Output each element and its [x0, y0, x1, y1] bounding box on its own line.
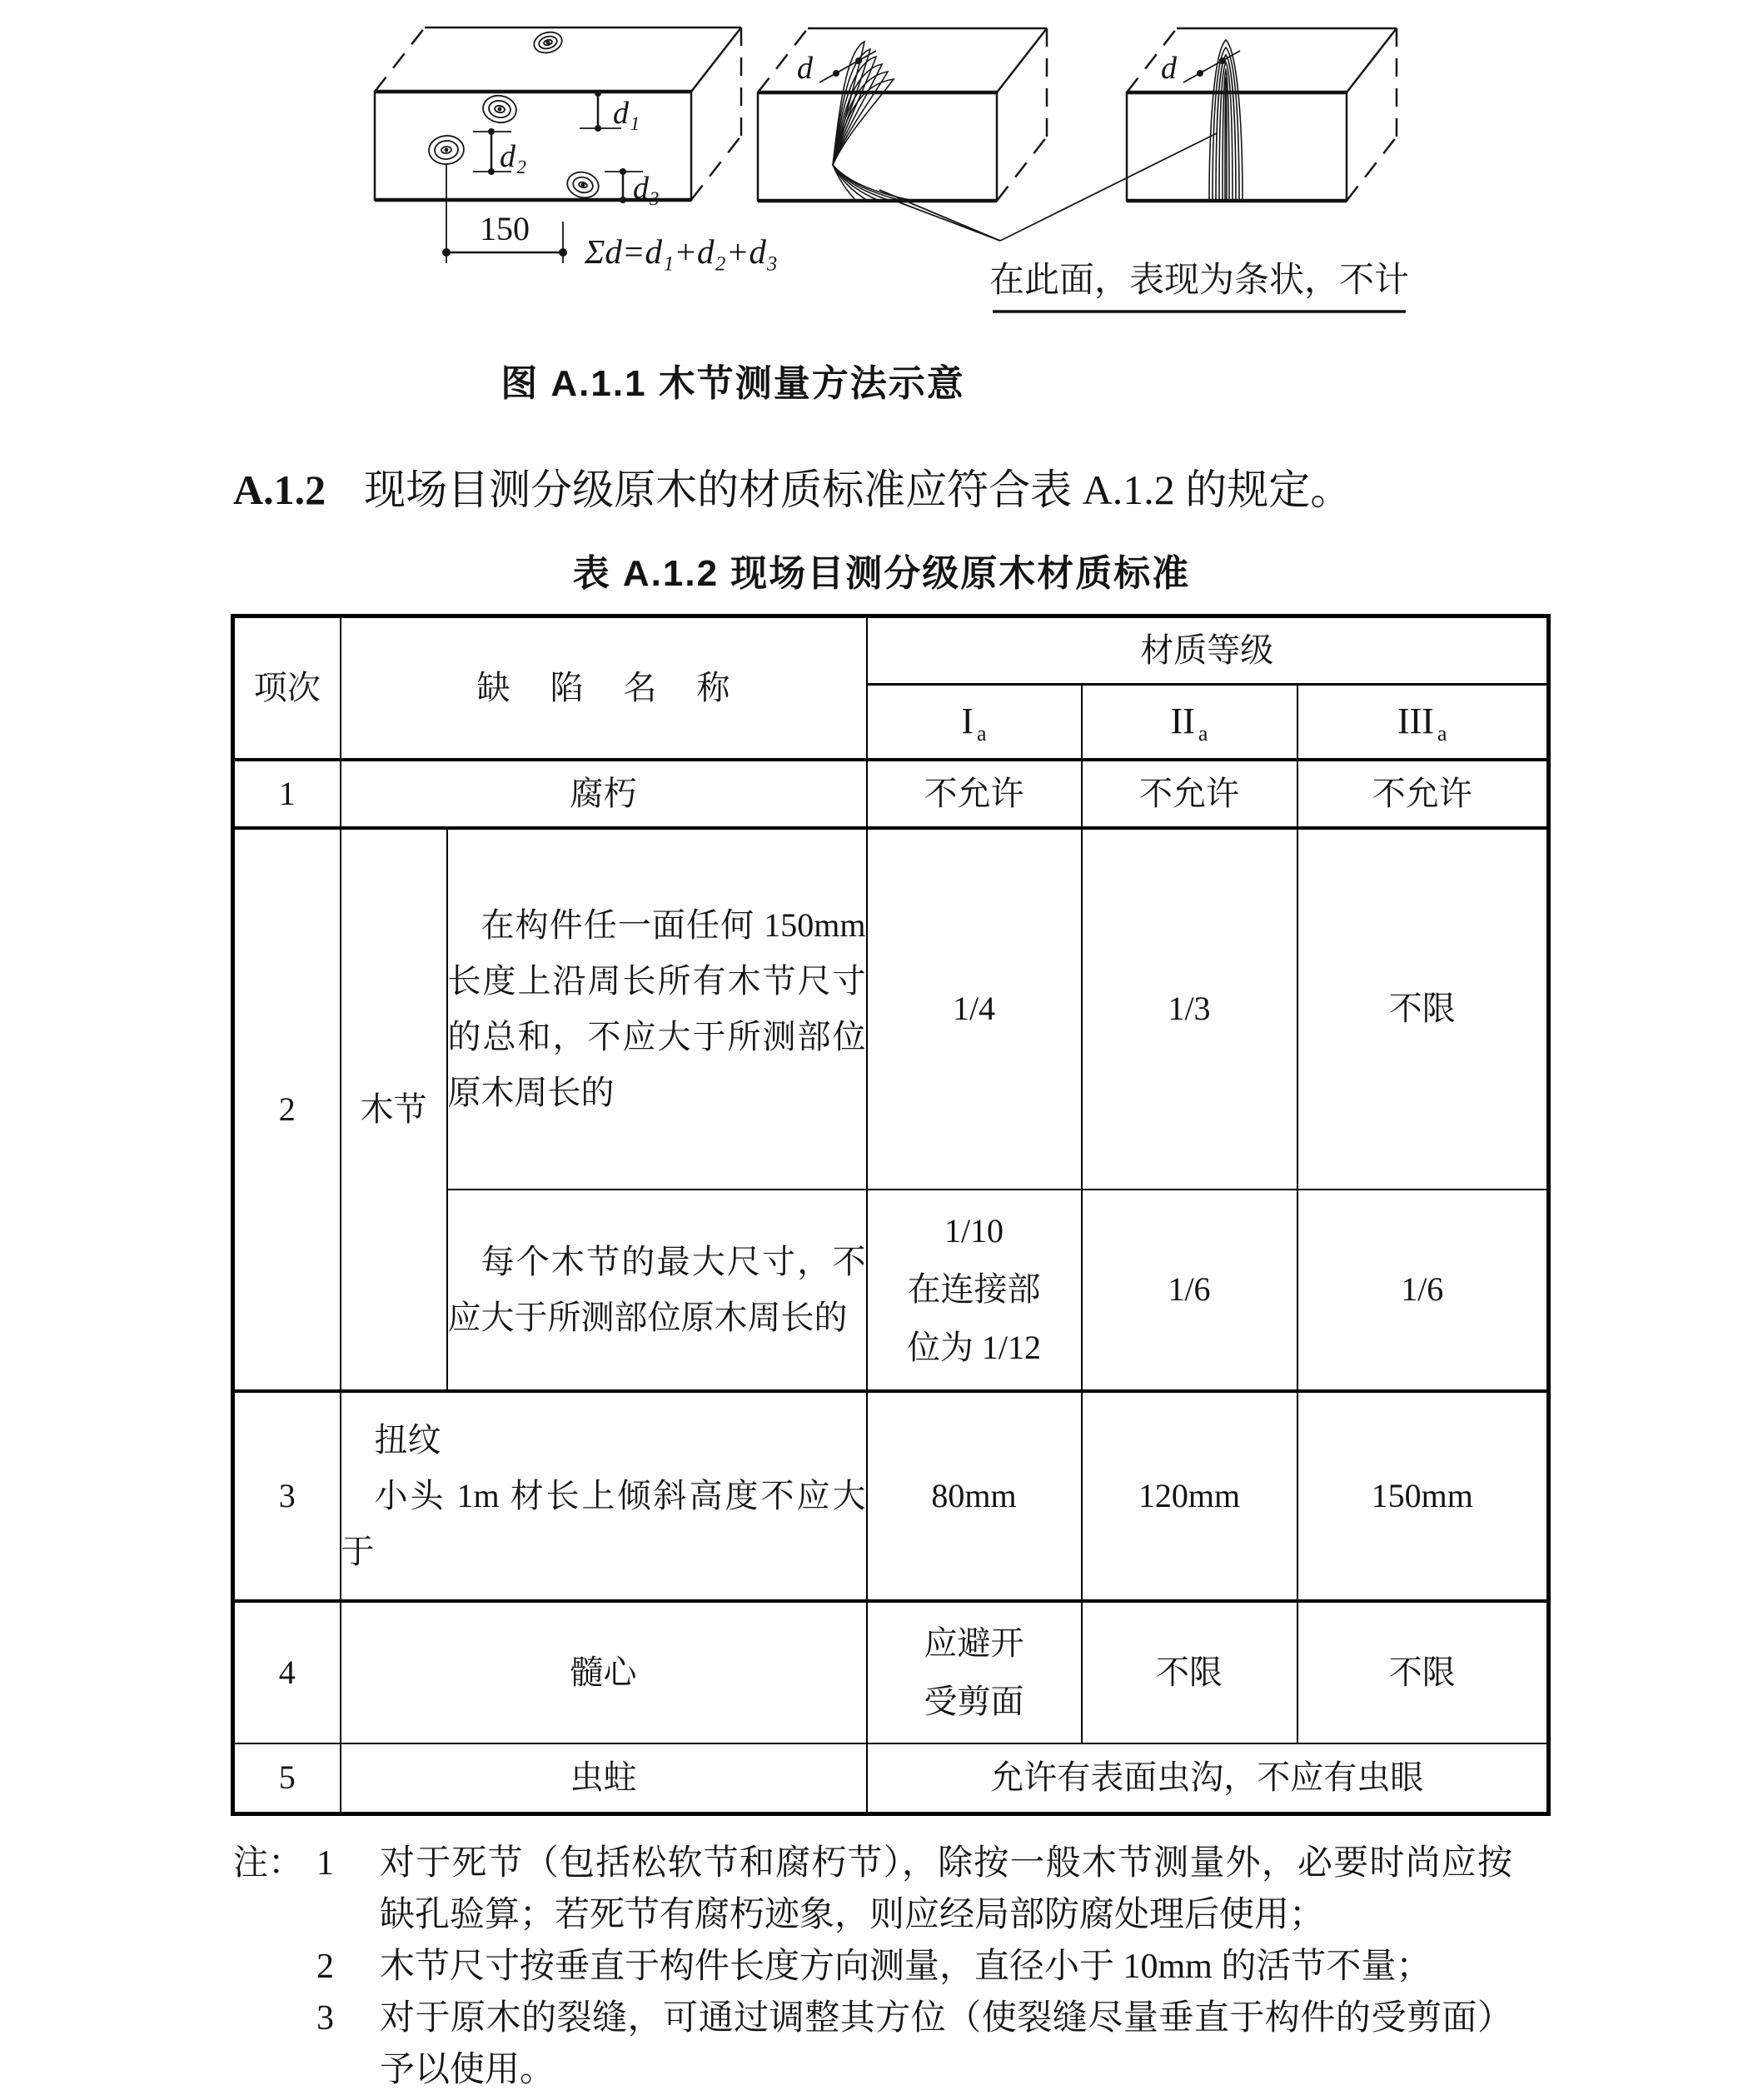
- figure-svg: [0, 0, 1763, 358]
- figure-annotation: [989, 261, 1409, 312]
- note-text: 木节尺寸按垂直于构件长度方向测量，直径小于 10mm 的活节不量；: [380, 1948, 1432, 1986]
- knot-d2-icon: [428, 134, 466, 166]
- row2a-grade3: 不限: [1297, 828, 1549, 1190]
- note-item: [233, 1993, 1549, 2096]
- grade-2-sub: a: [1198, 721, 1208, 746]
- row2b-grade3: 1/6: [1297, 1190, 1549, 1391]
- row3-grade1: 80mm: [867, 1391, 1082, 1601]
- box-middle: [758, 28, 1047, 201]
- table-title: 表 A.1.2 现场目测分级原木材质标准: [572, 553, 1191, 594]
- label-sum-formula: Σd=d₁+d₂+d₃: [585, 232, 779, 271]
- dim-d2: [473, 128, 526, 175]
- row4-grade1-line: 受剪面: [924, 1682, 1024, 1720]
- label-d2: d₂: [500, 139, 527, 174]
- note-number: 1: [316, 1844, 334, 1883]
- row2a-desc: [447, 828, 867, 1190]
- dim-150: [442, 165, 567, 263]
- table-row: [233, 760, 1549, 828]
- grade-1-roman: I: [961, 700, 974, 741]
- row2b-desc-text: 每个木节的最大尺寸，不应大于所测部位原木周长的: [447, 1243, 866, 1336]
- label-d1: d₁: [613, 96, 640, 131]
- clause-number: A.1.2: [233, 466, 326, 513]
- row1-grade1: 不允许: [867, 760, 1082, 828]
- grain-fan-middle-icon: [833, 42, 914, 201]
- row3-defect-line1: 扭纹: [374, 1421, 441, 1459]
- grade-3-roman: III: [1397, 700, 1434, 741]
- table-row: [233, 828, 1549, 1190]
- label-150: 150: [480, 210, 530, 247]
- row4-grade1-line: 应避开: [924, 1624, 1024, 1662]
- grain-fan-right-icon: [1209, 40, 1243, 201]
- knot-d1-icon: [481, 93, 519, 125]
- header-defect-name: 缺 陷 名 称: [341, 616, 867, 760]
- row3-no: 3: [233, 1391, 341, 1601]
- note-label: 注：: [233, 1844, 304, 1883]
- row1-grade3: 不允许: [1297, 760, 1549, 828]
- row2-defect: 木节: [341, 828, 447, 1391]
- row5-no: 5: [233, 1743, 341, 1814]
- row1-defect: 腐朽: [341, 760, 867, 828]
- header-row-top: [233, 616, 1549, 685]
- row3-grade3: 150mm: [1297, 1391, 1549, 1601]
- label-d-right: d: [1161, 51, 1177, 86]
- grade-header-1: [867, 685, 1082, 760]
- dim-d1: [580, 90, 640, 132]
- table-row: [233, 1391, 1549, 1601]
- row4-grade3: 不限: [1297, 1601, 1549, 1743]
- annotation-text: 在此面，表现为条状，不计: [989, 262, 1410, 300]
- row1-grade2: 不允许: [1082, 760, 1297, 828]
- box-left: [375, 27, 778, 271]
- row2a-grade1: 1/4: [867, 828, 1082, 1190]
- row3-grade2: 120mm: [1082, 1391, 1297, 1601]
- row3-defect-line2: 小头 1m 材长上倾斜高度不应大于: [341, 1477, 866, 1570]
- row2a-desc-text: 在构件任一面任何 150mm 长度上沿周长所有木节尺寸的总和，不应大于所测部位原木周长的: [447, 906, 866, 1111]
- note-item: [233, 1941, 1549, 1993]
- label-d-middle: d: [797, 51, 813, 86]
- row5-defect: 虫蛀: [341, 1743, 867, 1814]
- row3-defect: [341, 1391, 867, 1601]
- row2b-desc: [447, 1190, 867, 1391]
- row2b-grade1-line: 1/10: [944, 1212, 1004, 1250]
- knot-top-face-icon: [531, 29, 564, 56]
- note-number: 2: [316, 1948, 334, 1986]
- table-row: [233, 1743, 1549, 1814]
- note-item: [233, 1838, 1549, 1941]
- header-item: 项次: [233, 616, 341, 760]
- row2b-grade1-line: 位为 1/12: [906, 1329, 1042, 1366]
- row2b-grade2: 1/6: [1082, 1190, 1297, 1391]
- grade-2-roman: II: [1170, 700, 1195, 741]
- row4-no: 4: [233, 1601, 341, 1743]
- knot-d3-icon: [565, 169, 601, 202]
- note-number: 3: [316, 1999, 334, 2038]
- clause-paragraph: [233, 456, 1632, 516]
- grade-header-3: [1297, 685, 1549, 760]
- box-right: [1127, 28, 1397, 201]
- row4-grade1: [867, 1601, 1082, 1743]
- note-text: 对于原木的裂缝，可通过调整其方位（使裂缝尽量垂直于构件的受剪面）予以使用。: [380, 1999, 1512, 2089]
- row2b-grade1-line: 在连接部: [907, 1270, 1041, 1308]
- grade-header-2: [1082, 685, 1297, 760]
- row1-no: 1: [233, 760, 341, 828]
- row2a-grade2: 1/3: [1082, 828, 1297, 1190]
- note-text: 对于死节（包括松软节和腐朽节），除按一般木节测量外，必要时尚应按缺孔验算；若死节有腐朽迹象，则应经局部防腐处理后使用；: [380, 1844, 1512, 1934]
- figure-knot-measurement: [0, 0, 1763, 358]
- label-d3: d₃: [633, 171, 660, 206]
- pointer-lines: [879, 133, 1217, 241]
- row4-defect: 髓心: [341, 1601, 867, 1743]
- row5-value: 允许有表面虫沟，不应有虫眼: [867, 1743, 1549, 1814]
- table-notes: [233, 1838, 1549, 2096]
- row4-grade2: 不限: [1082, 1601, 1297, 1743]
- figure-caption: 图 A.1.1 木节测量方法示意: [501, 363, 965, 404]
- header-grade-group: 材质等级: [867, 616, 1549, 685]
- grade-1-sub: a: [977, 721, 987, 746]
- grade-standard-table: [231, 614, 1551, 1816]
- clause-text: 现场目测分级原木的材质标准应符合表 A.1.2 的规定。: [364, 466, 1352, 513]
- table-row: [233, 1601, 1549, 1743]
- grade-3-sub: a: [1437, 721, 1447, 746]
- row2-no: 2: [233, 828, 341, 1391]
- row2b-grade1: [867, 1190, 1082, 1391]
